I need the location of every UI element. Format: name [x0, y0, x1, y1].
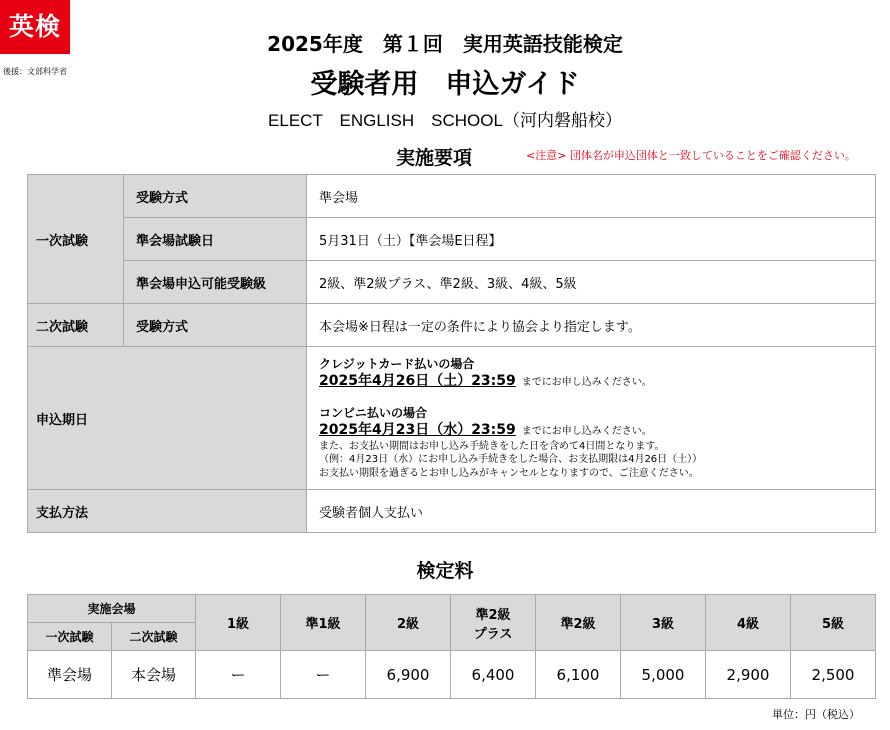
exam-date-value: 5月31日（土）【準会場E日程】: [307, 218, 876, 261]
row-second-venue: 本会場: [112, 651, 196, 699]
payment-note-1: また、お支払い期間はお申し込み手続きをした日を含めて4日間となります。: [319, 440, 665, 452]
deadline-details: [307, 347, 876, 490]
section-title-fees: 検定料: [416, 560, 474, 582]
grade-1-header: 1級: [196, 595, 281, 651]
school-name: ELECT ENGLISH SCHOOL（河内磐船校）: [268, 111, 622, 130]
grade-pre2plus-header: [451, 595, 536, 651]
grade-4-header: 4級: [706, 595, 791, 651]
grade-5-header: 5級: [791, 595, 876, 651]
fee-grade-5: 2,500: [791, 651, 876, 699]
pre2plus-line2: プラス: [473, 626, 513, 642]
section-title-outline: 実施要項: [396, 147, 473, 169]
outline-table: [27, 174, 876, 533]
payment-value: 受験者個人支払い: [307, 490, 876, 533]
conv-date: 2025年4月23日（水）23:59: [319, 421, 516, 438]
grade-pre1-header: 準1級: [281, 595, 366, 651]
conv-suffix: までにお申し込みください。: [521, 425, 652, 437]
exam-method-label: 受験方式: [124, 175, 307, 218]
pre2plus-line1: 準2級: [475, 607, 511, 623]
exam-title: 2025年度 第１回 実用英語技能検定: [267, 32, 623, 56]
logo-sponsor-text: 後援：文部科学省: [3, 67, 67, 76]
second-method-value: 本会場※日程は一定の条件により協会より指定します。: [307, 304, 876, 347]
grades-value: 2級、準2級プラス、準2級、3級、4級、5級: [307, 261, 876, 304]
grades-label: 準会場申込可能受験級: [124, 261, 307, 304]
credit-title: クレジットカード払いの場合: [319, 356, 475, 371]
fee-grade-1: ー: [196, 651, 281, 699]
credit-suffix: までにお申し込みください。: [521, 376, 652, 388]
payment-label: 支払方法: [28, 490, 307, 533]
credit-date: 2025年4月26日（土）23:59: [319, 372, 516, 389]
fee-grade-2: 6,900: [366, 651, 451, 699]
grade-pre2-header: 準2級: [536, 595, 621, 651]
fee-grade-4: 2,900: [706, 651, 791, 699]
fee-grade-3: 5,000: [621, 651, 706, 699]
second-method-label: 受験方式: [124, 304, 307, 347]
second-exam-header: 二次試験: [112, 623, 196, 651]
unit-note: 単位：円（税込）: [772, 708, 860, 721]
eiken-logo: 英検: [0, 0, 70, 54]
conv-title: コンビニ払いの場合: [319, 405, 428, 420]
second-exam-label: 二次試験: [28, 304, 124, 347]
row-first-venue: 準会場: [28, 651, 112, 699]
exam-date-label: 準会場試験日: [124, 218, 307, 261]
first-exam-header: 一次試験: [28, 623, 112, 651]
notice-text: <注意> 団体名が申込団体と一致していることをご確認ください。: [526, 149, 856, 162]
grade-2-header: 2級: [366, 595, 451, 651]
first-exam-label: 一次試験: [28, 175, 124, 304]
guide-title: 受験者用 申込ガイド: [310, 69, 580, 100]
deadline-label: 申込期日: [28, 347, 307, 490]
fee-grade-pre1: ー: [281, 651, 366, 699]
payment-note-2: （例：4月23日（水）にお申し込み手続きをした場合、お支払期限は4月26日（土））: [319, 454, 703, 466]
payment-note-3: お支払い期限を過ぎるとお申し込みがキャンセルとなりますので、ご注意ください。: [319, 467, 699, 479]
exam-method-value: 準会場: [307, 175, 876, 218]
venue-header: 実施会場: [28, 595, 196, 623]
fee-table: [27, 594, 876, 699]
fee-grade-pre2plus: 6,400: [451, 651, 536, 699]
grade-3-header: 3級: [621, 595, 706, 651]
fee-grade-pre2: 6,100: [536, 651, 621, 699]
